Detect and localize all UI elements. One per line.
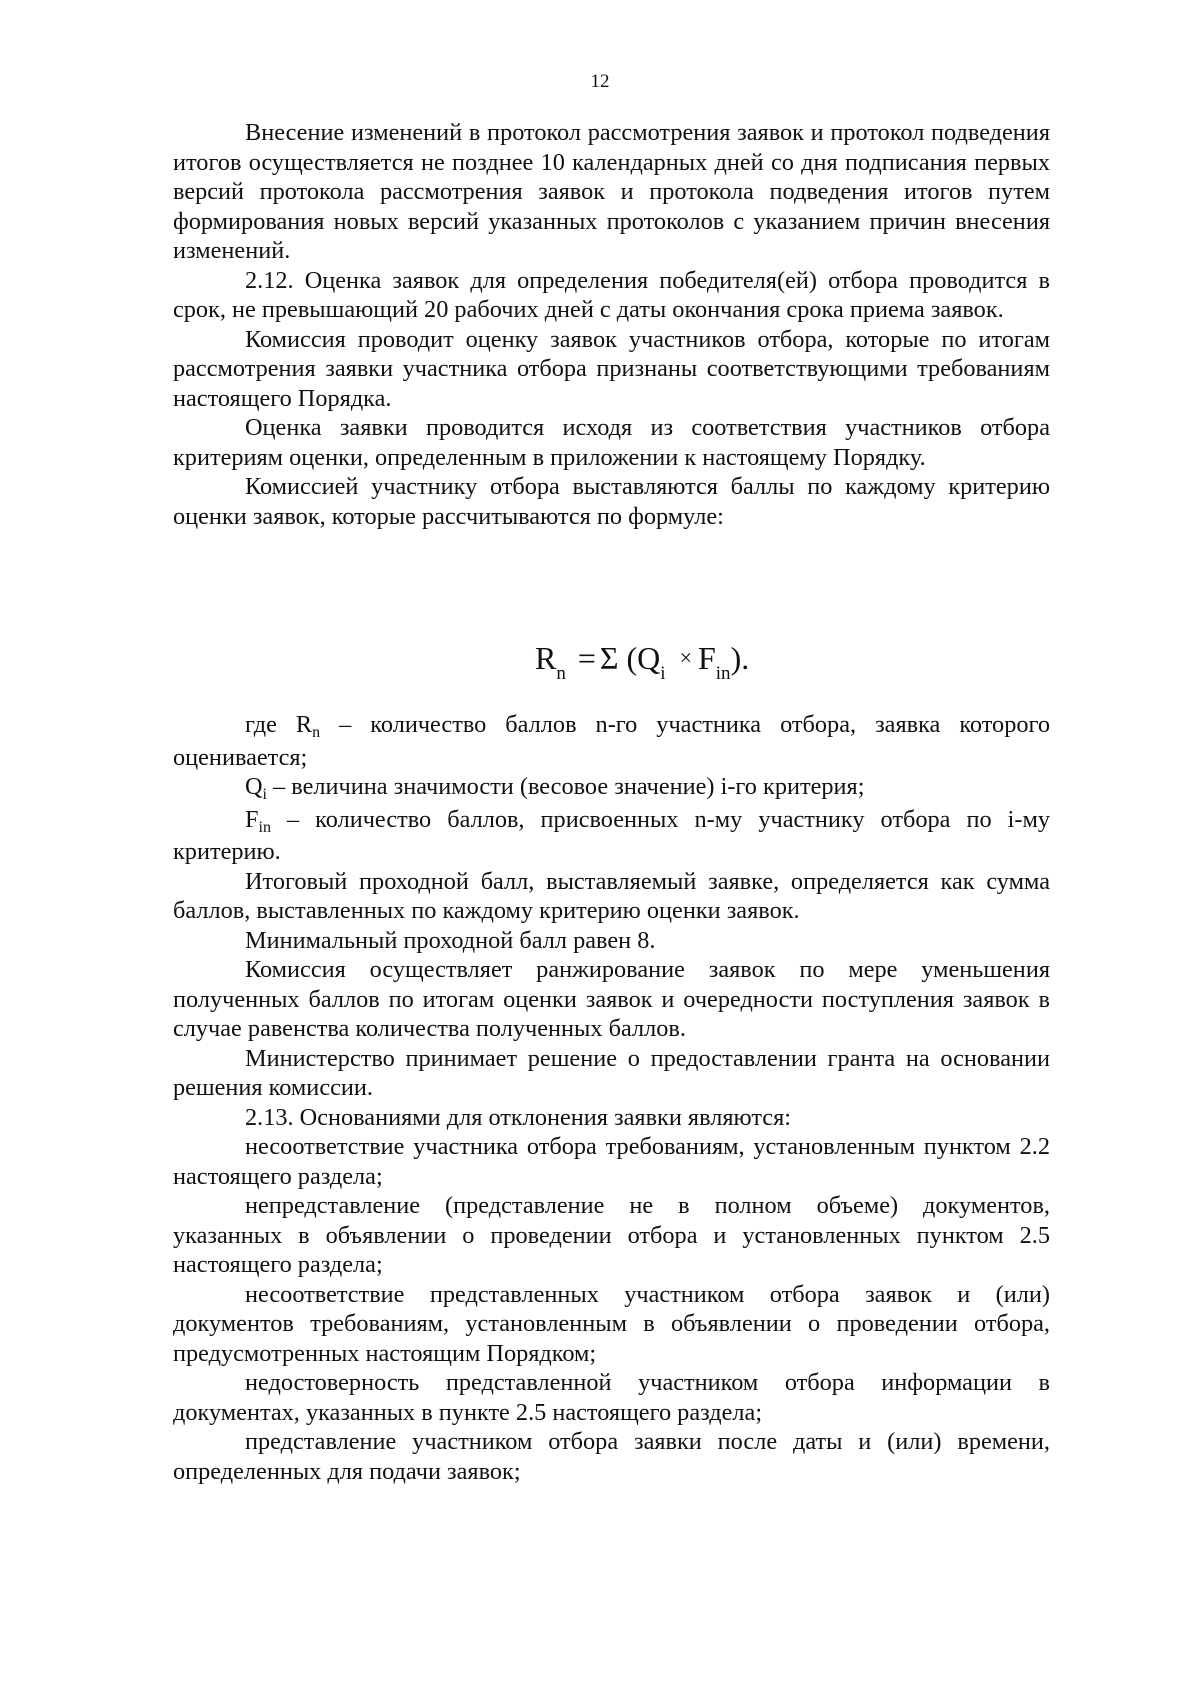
formula-q: Q	[637, 640, 661, 676]
paragraph: несоответствие участника отбора требованиям, установленным пунктом 2.2 настоящего раздела;	[173, 1133, 1050, 1190]
definition-fin-sub: in	[258, 818, 271, 836]
definition-qi-text: – величина значимости (весовое значение) i-го критерия;	[267, 773, 865, 800]
definition-fin-text: – количество баллов, присвоенных n-му участнику отбора по i-му критерию.	[173, 805, 1050, 865]
definition-fin	[173, 805, 1050, 867]
definition-rn	[173, 710, 1050, 772]
paragraph: Минимальный проходной балл равен 8.	[245, 926, 656, 954]
paragraph: Министерство принимает решение о предоставлении гранта на основании решения комиссии.	[173, 1044, 1050, 1101]
definition-rn-text: – количество баллов n-го участника отбора, заявка которого оценивается;	[173, 711, 1050, 771]
formula-f: F	[697, 640, 716, 676]
text-block-top	[173, 118, 1050, 531]
formula-f-sub: in	[715, 663, 731, 684]
paragraph: представление участником отбора заявки после даты и (или) времени, определенных для подачи заявок;	[173, 1428, 1050, 1485]
text-block-bottom	[173, 710, 1050, 1486]
paragraph: Комиссией участнику отбора выставляются баллы по каждому критерию оценки заявок, которые рассчитываются по формуле:	[173, 473, 1050, 530]
formula-sum: Σ	[599, 640, 619, 676]
paragraph: 2.12. Оценка заявок для определения победителя(ей) отбора проводится в срок, не превышающий 20 рабочих дней с даты окончания срока приема заявок.	[173, 266, 1050, 323]
formula-r-sub: n	[556, 663, 566, 684]
definition-rn-prefix: где R	[245, 711, 313, 738]
formula-r: R	[535, 640, 557, 676]
paragraph: Комиссия проводит оценку заявок участников отбора, которые по итогам рассмотрения заявки участника отбора признаны соответствующими требованиям настоящего Порядка.	[173, 325, 1050, 412]
paragraph: недостоверность представленной участником отбора информации в документах, указанных в пункте 2.5 настоящего раздела;	[173, 1369, 1050, 1426]
paragraph: непредставление (представление не в полном объеме) документов, указанных в объявлении о проведении отбора и установленных пунктом 2.5 настоящего раздела;	[173, 1192, 1050, 1278]
formula-open-paren: (	[626, 640, 638, 676]
paragraph: Внесение изменений в протокол рассмотрения заявок и протокол подведения итогов осуществляется не позднее 10 календарных дней со дня подписания первых версий протокола рассмотрения заявок и протокола подведения итогов путем формирования новых версий указанных протоколов с указанием причин внесения изменений.	[173, 119, 1050, 264]
paragraph: Оценка заявки проводится исходя из соответствия участников отбора критериям оценки, определенным в приложении к настоящему Порядку.	[173, 414, 1050, 471]
definition-qi	[173, 772, 1050, 805]
definition-qi-sub: i	[262, 786, 267, 803]
formula-equals: =	[577, 640, 596, 676]
formula-close-paren: ).	[730, 640, 750, 676]
paragraph: Итоговый проходной балл, выставляемый заявке, определяется как сумма баллов, выставленных по каждому критерию оценки заявок.	[173, 867, 1050, 924]
definition-qi-prefix: Q	[245, 773, 263, 800]
page-number: 12	[590, 71, 610, 92]
paragraph: 2.13. Основаниями для отклонения заявки являются:	[245, 1103, 792, 1131]
formula-times: ×	[679, 645, 692, 670]
paragraph: несоответствие представленных участником отбора заявок и (или) документов требованиям, установленным в объявлении о проведении отбора, предусмотренных настоящим Порядком;	[173, 1280, 1050, 1367]
definition-rn-sub: n	[312, 724, 321, 741]
paragraph: Комиссия осуществляет ранжирование заявок по мере уменьшения полученных баллов по итогам оценки заявок и очередности поступления заявок в случае равенства количества полученных баллов.	[173, 956, 1050, 1042]
scoring-formula	[535, 638, 835, 688]
definition-fin-prefix: F	[245, 805, 259, 833]
formula-q-sub: i	[660, 663, 666, 684]
